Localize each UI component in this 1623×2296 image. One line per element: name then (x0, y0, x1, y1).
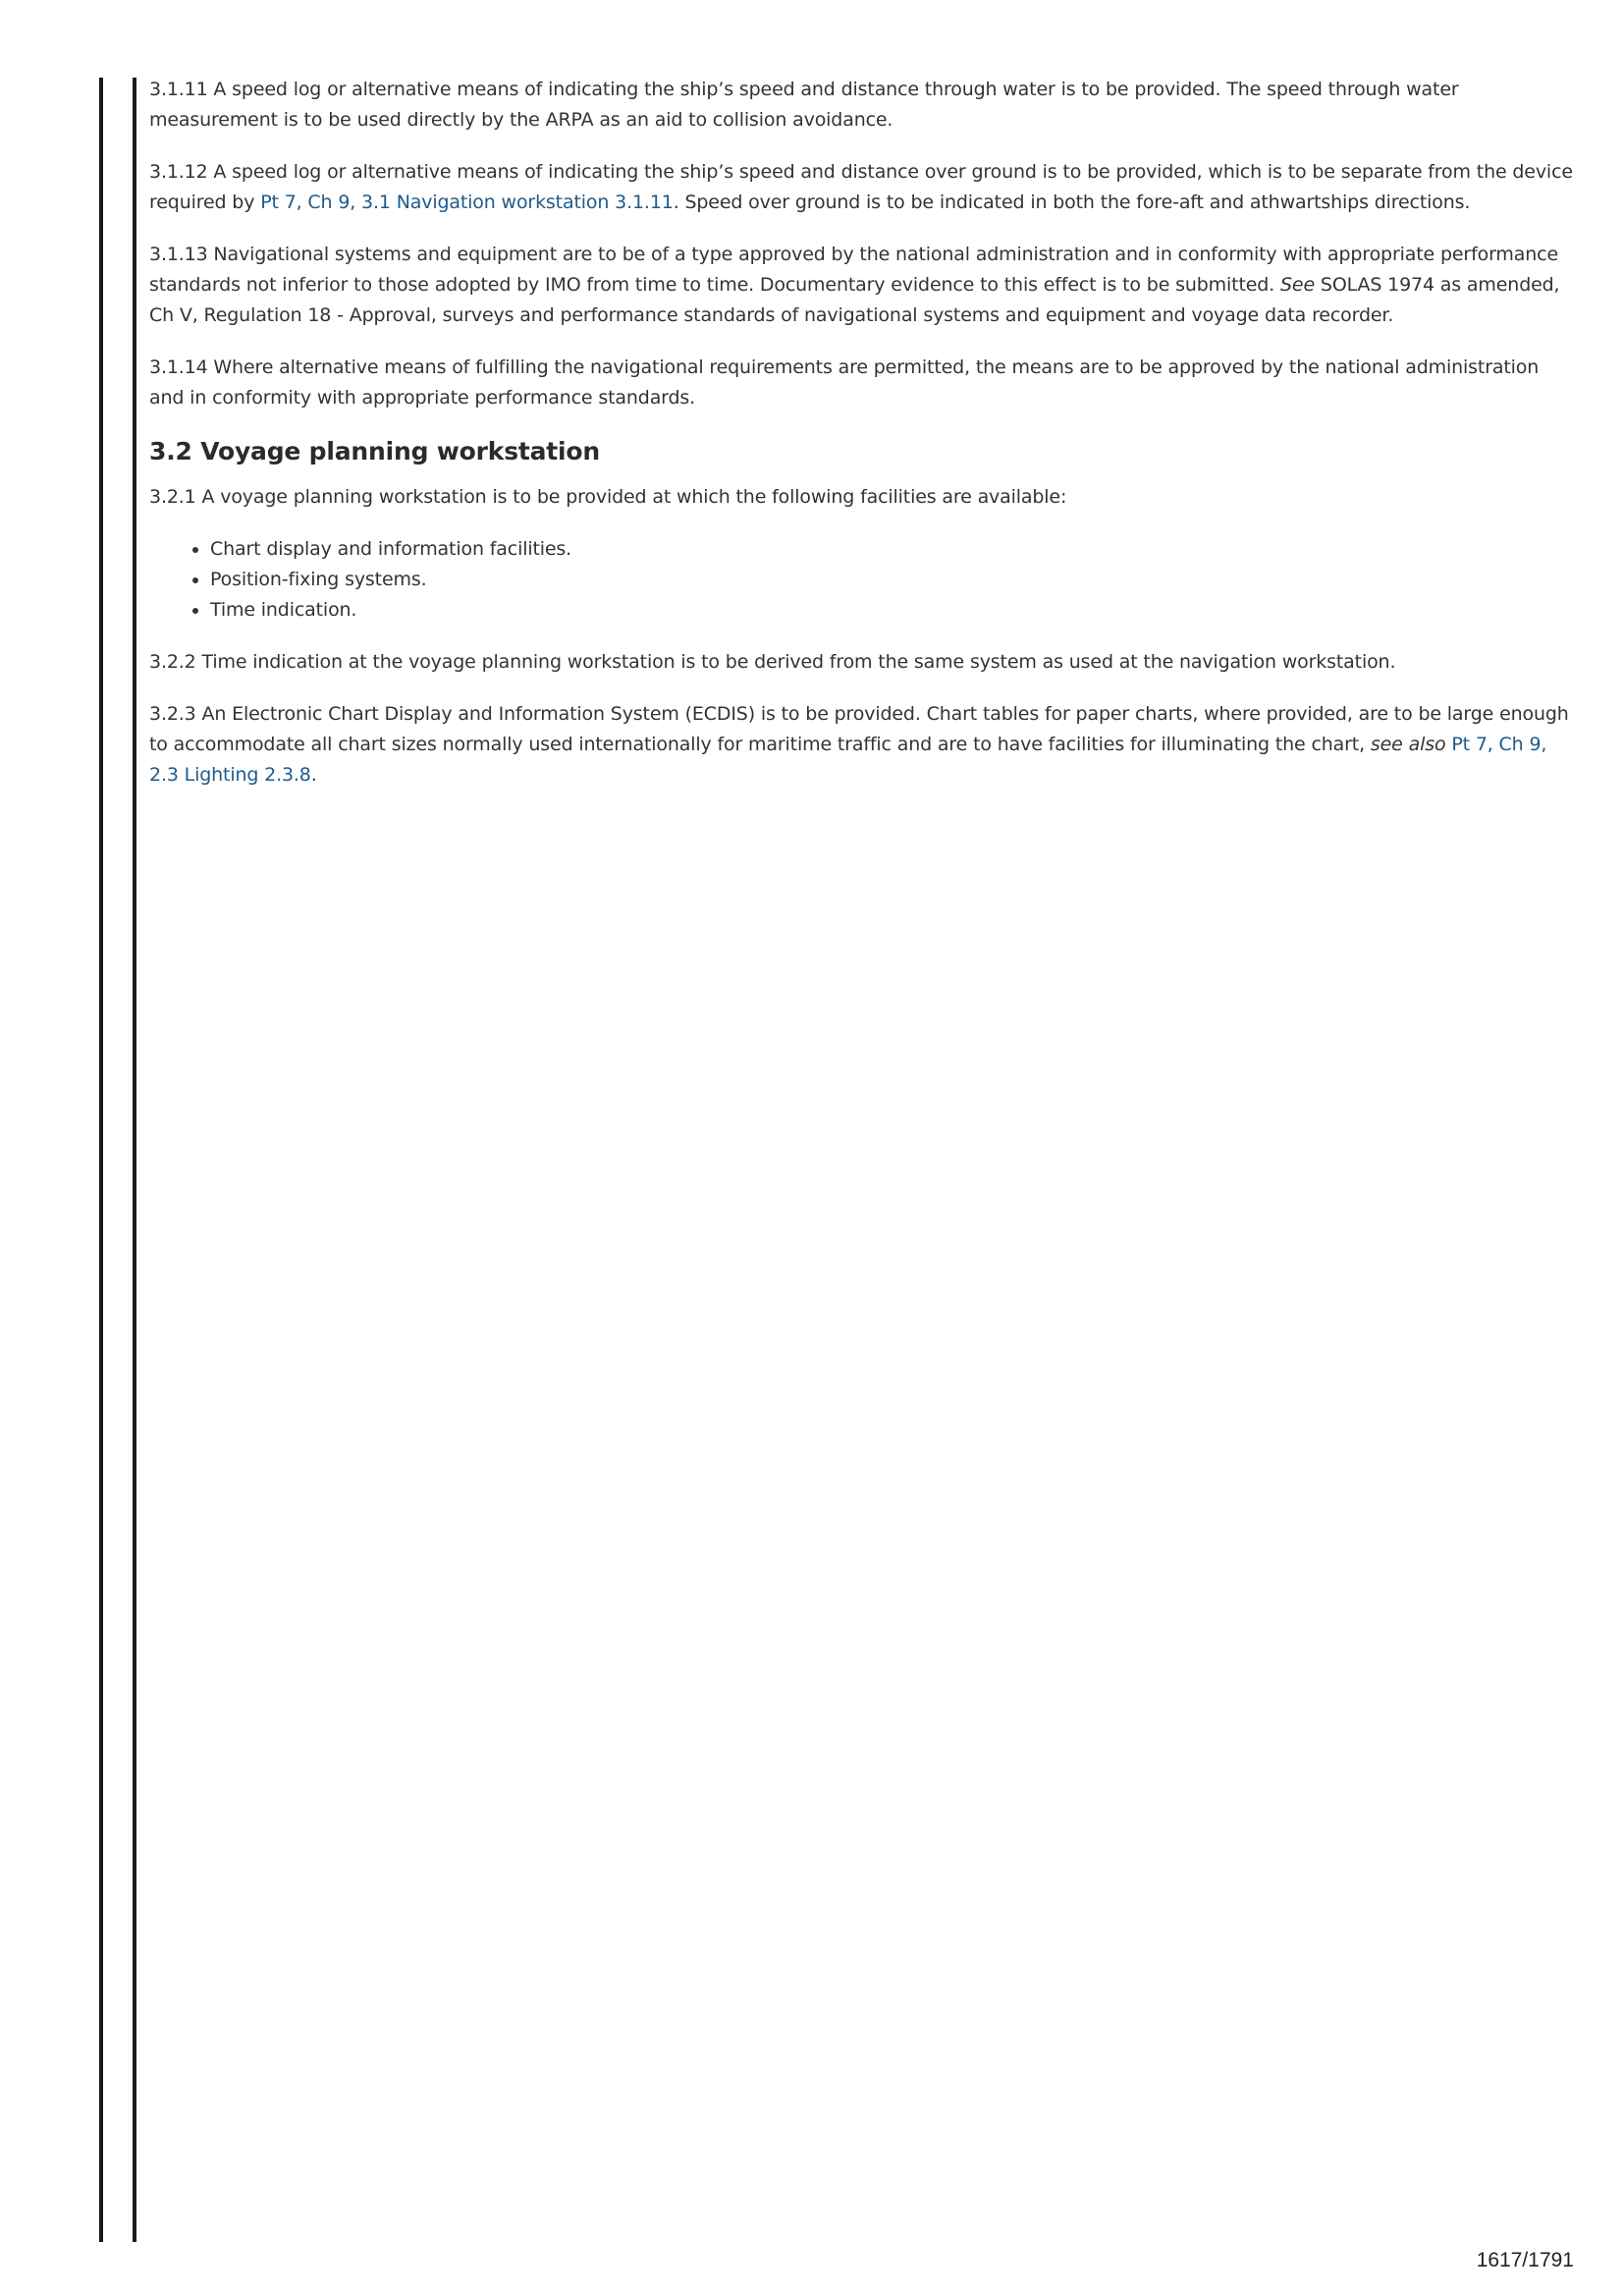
paragraph-text: . Speed over ground is to be indicated in both the fore-aft and athwartships directions. (673, 191, 1471, 213)
paragraph-text: 3.1.11 A speed log or alternative means of indicating the ship’s speed and distance through water is to be provided. The speed through water measurement is to be used directly by the ARPA as an aid to collision avoidance. (149, 79, 1459, 131)
paragraph-3-2-2 (149, 647, 1573, 678)
paragraph-text: . (310, 764, 317, 786)
paragraph-text: 3.1.14 Where alternative means of fulfilling the navigational requirements are permitted, the means are to be approved by the national administration and in conformity with appropriate performance standards. (149, 356, 1540, 409)
see-also-emphasis: see also (1370, 734, 1446, 755)
paragraph-3-2-1 (149, 482, 1573, 513)
facility-list (149, 534, 1573, 626)
paragraph-text: SOLAS 1974 as amended, Ch V, Regulation 18 - Approval, surveys and performance standards of navigational systems and equipment and voyage data recorder. (149, 274, 1560, 326)
paragraph-text: 3.2.2 Time indication at the voyage planning workstation is to be derived from the same system as used at the navigation workstation. (149, 651, 1396, 673)
cross-reference-link-3-1-11[interactable]: Pt 7, Ch 9, 3.1 Navigation workstation 3.1.11 (260, 191, 674, 213)
change-bar-inner (133, 78, 136, 2242)
change-bar-outer (99, 78, 103, 2242)
paragraph-3-1-12 (149, 157, 1573, 218)
document-content (149, 75, 1573, 812)
section-heading: 3.2 Voyage planning workstation (149, 437, 600, 465)
paragraph-3-2-3 (149, 699, 1573, 791)
list-item: • Position-fixing systems. (210, 565, 1573, 595)
cross-reference-link-2-3-8[interactable]: Pt 7, Ch 9, 2.3 Lighting 2.3.8 (149, 734, 1547, 786)
page-number: 1617/1791 (1476, 2249, 1574, 2271)
paragraph-3-1-11 (149, 75, 1573, 136)
paragraph-text: 3.1.13 Navigational systems and equipment are to be of a type approved by the national administration and in conformity with appropriate performance standards not inferior to those adopted by IMO from time to time. Documentary evidence to this effect is to be submitted. (149, 244, 1559, 296)
paragraph-3-1-14 (149, 353, 1573, 413)
list-item: • Time indication. (210, 595, 1573, 626)
paragraph-3-1-13 (149, 240, 1573, 331)
list-item: • Chart display and information facilities. (210, 534, 1573, 565)
paragraph-text: 3.2.1 A voyage planning workstation is to be provided at which the following facilities are available: (149, 486, 1067, 508)
paragraph-text: 3.1.12 A speed log or alternative means of indicating the ship’s speed and distance over ground is to be provided, which is to be separate from the device required by (149, 161, 1573, 213)
see-emphasis: See (1280, 274, 1316, 296)
paragraph-text: 3.2.3 An Electronic Chart Display and Information System (ECDIS) is to be provided. Chart tables for paper charts, where provided, are to be large enough to accommodate all chart sizes normally used internationally for maritime traffic and are to have facilities for illuminating the chart, (149, 703, 1569, 755)
